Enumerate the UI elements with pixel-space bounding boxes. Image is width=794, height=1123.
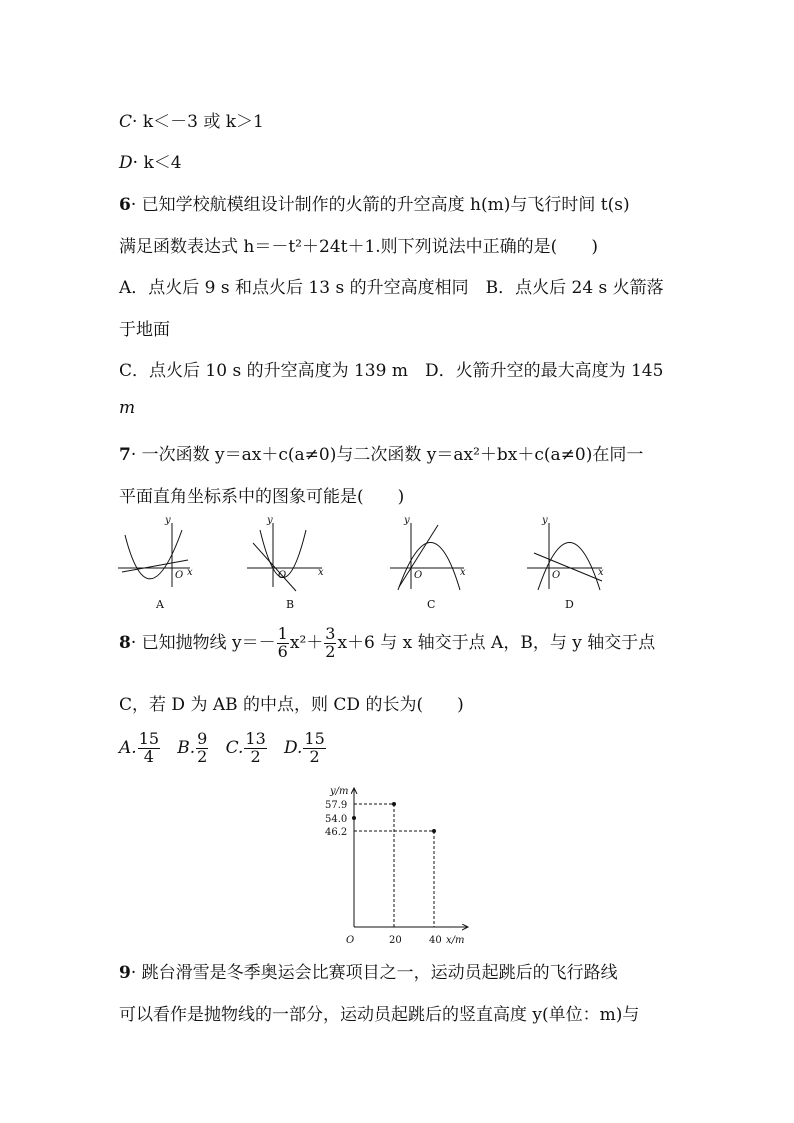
q8-frac-1: $\frac{1}{6}$ xyxy=(277,624,288,661)
q6-options-ab: A．点火后 9 s 和点火后 13 s 的升空高度相同 B．点火后 24 s 火箭落 xyxy=(119,278,664,298)
q7-graphs xyxy=(0,515,794,615)
graph-a-y-label: y xyxy=(165,515,171,526)
q5-option-d: D· k＜4 xyxy=(119,153,182,173)
chart-y-label: y/m xyxy=(330,786,349,797)
q6-options-cd: C．点火后 10 s 的升空高度为 139 m D．火箭升空的最大高度为 145 xyxy=(119,361,664,381)
graph-c-y-label: y xyxy=(404,515,410,526)
q8-stem-line1: 8· 已知抛物线 y＝－ $\frac{1}{6}$ x²＋ $\frac{3}{2}$ x＋6 与 x 轴交于点 A，B，与 y 轴交于点 xyxy=(119,624,656,661)
q6-stem-line2: 满足函数表达式 h＝－t²＋24t＋1.则下列说法中正确的是( ) xyxy=(119,237,598,257)
graph-a-label: A xyxy=(156,598,164,611)
chart-point-2 xyxy=(432,829,436,833)
graph-d xyxy=(527,523,602,590)
graph-d-y-label: y xyxy=(542,515,548,526)
graph-d-origin: O xyxy=(552,570,561,581)
graph-c xyxy=(390,523,464,590)
graph-a-x-label: x xyxy=(187,567,193,578)
graph-b-origin: O xyxy=(278,570,287,581)
graph-a-origin: O xyxy=(175,570,184,581)
chart-origin: O xyxy=(346,935,355,946)
chart-point-1 xyxy=(392,802,396,806)
chart-y-tick-46.2: 46.2 xyxy=(325,827,348,838)
graph-c-x-label: x xyxy=(460,567,466,578)
q7-stem-line1: 7· 一次函数 y＝ax＋c(a≠0)与二次函数 y＝ax²＋bx＋c(a≠0)在同一 xyxy=(119,445,644,465)
chart-x-tick-20: 20 xyxy=(389,935,402,946)
chart-x-label: x/m xyxy=(446,935,465,946)
q5-option-c: C· k＜－3 或 k＞1 xyxy=(119,112,264,132)
q9-chart xyxy=(0,780,794,950)
chart-x-tick-40: 40 xyxy=(429,935,442,946)
chart-point-0 xyxy=(352,816,356,820)
graph-b-label: B xyxy=(286,598,295,611)
q8-frac-2: $\frac{3}{2}$ xyxy=(325,624,336,661)
q9-stem-line1: 9· 跳台滑雪是冬季奥运会比赛项目之一，运动员起跳后的飞行路线 xyxy=(119,963,618,983)
q8-stem-line2: C，若 D 为 AB 的中点，则 CD 的长为( ) xyxy=(119,695,464,715)
q7-stem-line2: 平面直角坐标系中的图象可能是( ) xyxy=(119,487,405,507)
q6-stem-line1: 6· 已知学校航模组设计制作的火箭的升空高度 h(m)与飞行时间 t(s) xyxy=(119,195,630,215)
graph-c-label: C xyxy=(427,598,436,611)
q6-option-d-cont: m xyxy=(119,398,136,418)
graph-c-origin: O xyxy=(414,570,423,581)
q9-stem-line2: 可以看作是抛物线的一部分，运动员起跳后的竖直高度 y(单位：m)与 xyxy=(119,1005,640,1025)
chart-y-tick-54.0: 54.0 xyxy=(325,814,348,825)
q8-options: A. $\frac{15}{4}$ B. $\frac{9}{2}$ C. $\frac{13}{2}$ D. $\frac{15}{2}$ xyxy=(119,729,325,766)
chart-y-tick-57.9: 57.9 xyxy=(325,800,348,811)
q6-option-b-cont: 于地面 xyxy=(119,320,170,340)
graph-b-y-label: y xyxy=(267,515,273,526)
graph-d-label: D xyxy=(565,598,574,611)
graph-d-x-label: x xyxy=(598,567,604,578)
graph-b-x-label: x xyxy=(318,567,324,578)
